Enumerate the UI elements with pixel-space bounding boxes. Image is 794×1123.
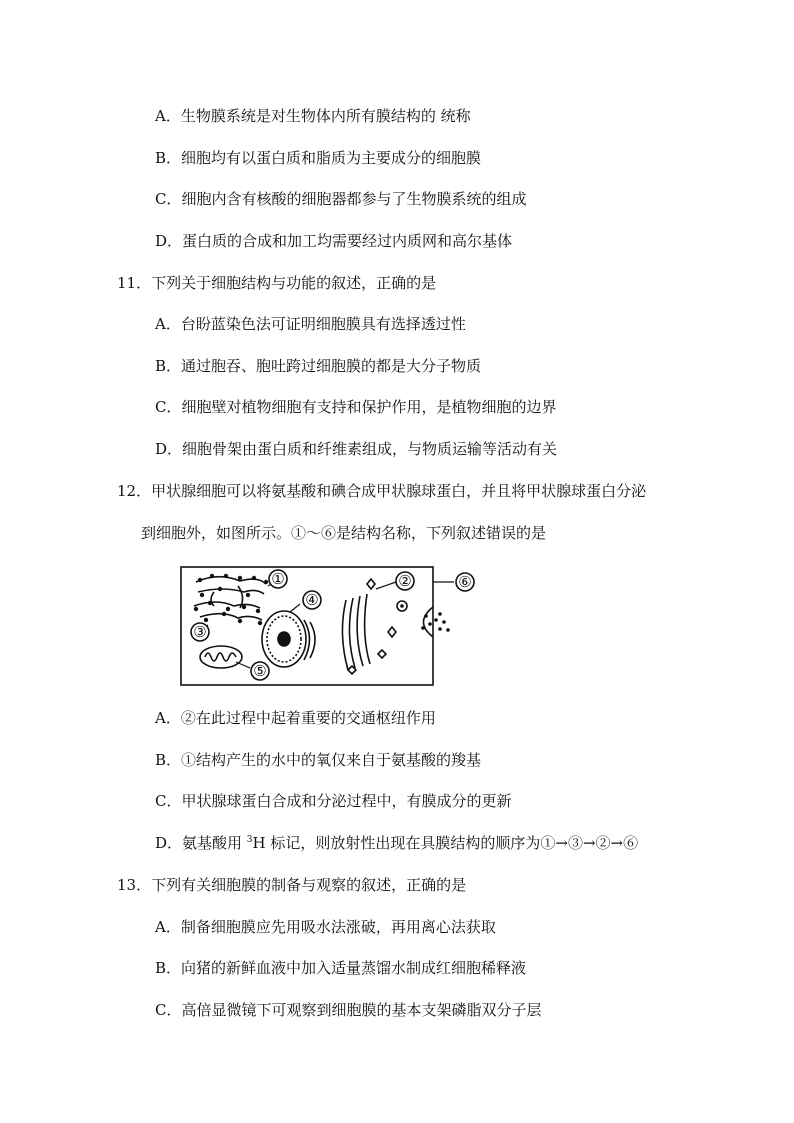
q12-option-d-post: H 标记，则放射性出现在具膜结构的顺序为①→③→②→⑥ — [252, 834, 639, 852]
q11-option-c: C．细胞壁对植物细胞有支持和保护作用，是植物细胞的边界 — [155, 398, 557, 416]
label-5 — [251, 662, 269, 680]
q12-option-b: B．①结构产生的水中的氧仅来自于氨基酸的羧基 — [155, 751, 482, 769]
rough-er-shape — [194, 574, 268, 625]
mitochondrion-shape — [200, 646, 242, 668]
q12-option-d-pre: D．氨基酸用 — [155, 834, 247, 852]
cell-secretion-diagram — [178, 562, 478, 694]
svg-text:④: ④ — [305, 591, 319, 609]
svg-text:②: ② — [398, 572, 412, 590]
svg-text:⑥: ⑥ — [458, 573, 472, 591]
q10-option-a: A．生物膜系统是对生物体内所有膜结构的 统称 — [155, 107, 471, 125]
q11-stem: 11．下列关于细胞结构与功能的叙述，正确的是 — [117, 274, 437, 292]
q10-option-c: C．细胞内含有核酸的细胞器都参与了生物膜系统的组成 — [155, 190, 527, 208]
golgi-shape — [342, 594, 370, 670]
label-4 — [303, 591, 321, 609]
q12-option-a: A．②在此过程中起着重要的交通枢纽作用 — [155, 709, 436, 727]
label-2 — [396, 572, 414, 590]
q12-option-d-superscript: 3 — [246, 835, 253, 845]
label-1 — [269, 570, 287, 588]
q12-stem: 12．甲状腺细胞可以将氨基酸和碘合成甲状腺球蛋白，并且将甲状腺球蛋白分泌 — [117, 482, 647, 500]
q13-option-a: A．制备细胞膜应先用吸水法涨破，再用离心法获取 — [155, 918, 496, 936]
q13-option-b: B．向猪的新鲜血液中加入适量蒸馏水制成红细胞稀释液 — [155, 959, 527, 977]
q12-stem-continued: 到细胞外，如图所示。①～⑥是结构名称，下列叙述错误的是 — [141, 524, 547, 542]
q13-stem: 13．下列有关细胞膜的制备与观察的叙述，正确的是 — [117, 876, 467, 894]
q10-option-d: D．蛋白质的合成和加工均需要经过内质网和高尔基体 — [155, 232, 513, 250]
svg-text:⑤: ⑤ — [253, 662, 267, 680]
nucleus-shape — [262, 611, 315, 667]
q12-option-d — [155, 833, 638, 853]
exocytosis-shape — [421, 607, 450, 637]
svg-text:③: ③ — [193, 623, 207, 641]
label-3 — [191, 623, 209, 641]
q12-option-c: C．甲状腺球蛋白合成和分泌过程中，有膜成分的更新 — [155, 792, 512, 810]
q10-option-b: B．细胞均有以蛋白质和脂质为主要成分的细胞膜 — [155, 149, 482, 167]
label-6 — [456, 573, 474, 591]
q11-option-d: D．细胞骨架由蛋白质和纤维素组成，与物质运输等活动有关 — [155, 440, 558, 458]
q11-option-a: A．台盼蓝染色法可证明细胞膜具有选择透过性 — [155, 315, 466, 333]
svg-text:①: ① — [271, 570, 285, 588]
q11-option-b: B．通过胞吞、胞吐跨过细胞膜的都是大分子物质 — [155, 357, 482, 375]
q13-option-c: C．高倍显微镜下可观察到细胞膜的基本支架磷脂双分子层 — [155, 1001, 542, 1019]
